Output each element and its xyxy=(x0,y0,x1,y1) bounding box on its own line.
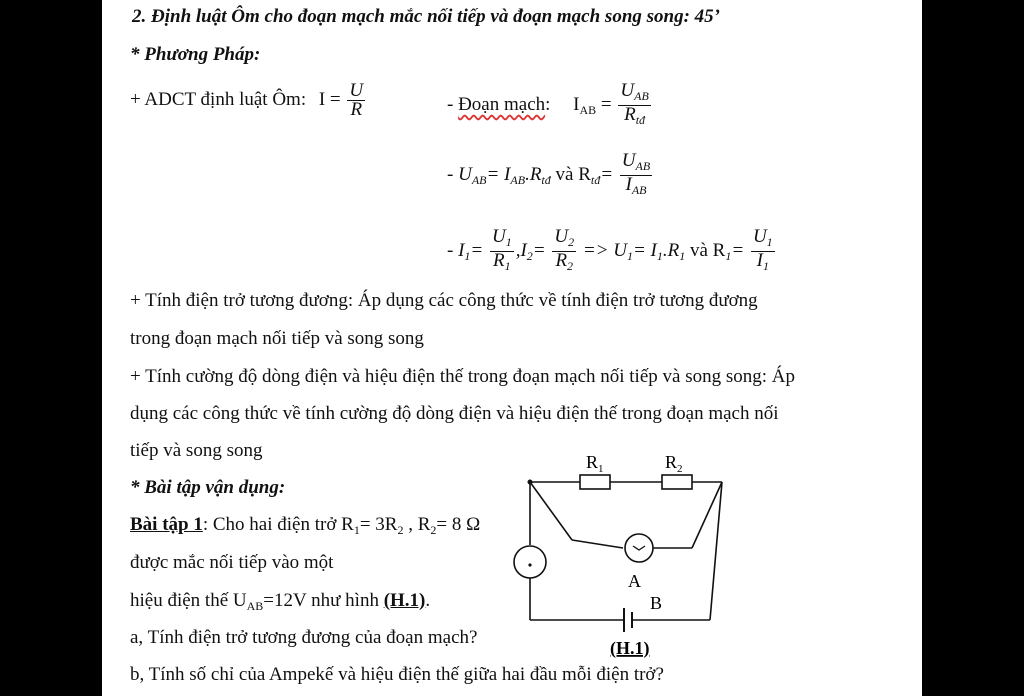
node-top-left xyxy=(528,480,533,485)
paragraph-1-line-1: + Tính điện trở tương đương: Áp dụng các công thức về tính điện trở tương đương xyxy=(130,290,758,311)
label-R2: $R_2$ xyxy=(665,452,683,475)
fraction-U-over-R: $\frac{U}{R}$ xyxy=(349,80,364,120)
fraction-U1-over-I1: $\frac{U_1}{I_1}$ xyxy=(752,226,773,273)
wire-diag-left xyxy=(530,482,572,540)
resistor-R1 xyxy=(580,475,610,489)
fraction-UAB-over-IAB: $\frac{U_{AB}}{I_{AB}}$ xyxy=(621,150,651,197)
circuit-diagram xyxy=(102,0,922,696)
exercise-1-label: Bài tập 1 xyxy=(130,514,203,535)
voltmeter-dot xyxy=(528,563,531,566)
formula-I: I = xyxy=(318,88,341,110)
question-b: b, Tính số chỉ của Ampekế và hiệu điện thế giữa hai đầu mỗi điện trở? xyxy=(130,664,664,685)
ammeter xyxy=(625,534,653,562)
paragraph-2-line-2: dụng các công thức về tính cường độ dòng điện và hiệu điện thế trong đoạn mạch nối xyxy=(130,403,779,424)
section-heading: 2. Định luật Ôm cho đoạn mạch mắc nối tiếp và đoạn mạch song song: 45’ xyxy=(132,6,721,27)
adct-label: + ADCT định luật Ôm: xyxy=(130,88,307,110)
fraction-UAB-over-Rtd: $\frac{U_{AB}}{R_{tđ}}$ xyxy=(620,80,649,127)
wire-branch-left xyxy=(572,540,623,548)
formula-line-2: - $U_{AB}= I_{AB}.R_{tđ}$ và $R_{tđ}=$ $\frac{U_{AB}}{I_{AB}}$ xyxy=(447,150,651,197)
formula-line-3: - $I_1=$ $\frac{U_1}{R_1}$ $,I_2=$ $\frac{U_2}{R_2}$ => $U_1= I_1.R_1$ và $R_1=$ $\frac{U_1}{I_1}$ xyxy=(447,226,773,273)
doan-mach-word: Đoạn mạch xyxy=(458,93,546,115)
resistor-R2 xyxy=(662,475,692,489)
doan-mach-line: - Đoạn mạch: $I_{AB}$ = $\frac{U_{AB}}{R_{tđ}}$ xyxy=(447,80,649,127)
figure-caption: (H.1) xyxy=(610,638,650,658)
method-heading: * Phương Pháp: xyxy=(130,44,261,65)
voltmeter-left xyxy=(514,546,546,578)
paragraph-2-line-1: + Tính cường độ dòng điện và hiệu điện thế trong đoạn mạch nối tiếp và song song: Áp xyxy=(130,366,795,387)
question-a: a, Tính điện trở tương đương của đoạn mạch? xyxy=(130,627,478,648)
label-R1: $R_1$ xyxy=(586,452,604,475)
figure-reference: (H.1) xyxy=(383,590,426,611)
exercise-1-line-2: được mắc nối tiếp vào một xyxy=(130,552,334,573)
document-page xyxy=(102,0,922,696)
paragraph-2-line-3: tiếp và song song xyxy=(130,440,263,461)
label-B: B xyxy=(650,593,663,613)
fraction-U1-over-R1: $\frac{U_1}{R_1}$ xyxy=(491,226,512,273)
exercise-1-line-3: hiệu điện thế $U_{AB}=12V$ như hình (H.1). xyxy=(130,590,431,613)
exercise-1-line: Bài tập 1: Cho hai điện trở $R_1= 3R_2$ , $R_2= 8$ Ω xyxy=(130,514,481,537)
paragraph-1-line-2: trong đoạn mạch nối tiếp và song song xyxy=(130,328,424,349)
label-A: A xyxy=(628,571,641,591)
exercise-heading: * Bài tập vận dụng: xyxy=(130,477,286,498)
fraction-U2-over-R2: $\frac{U_2}{R_2}$ xyxy=(554,226,575,273)
